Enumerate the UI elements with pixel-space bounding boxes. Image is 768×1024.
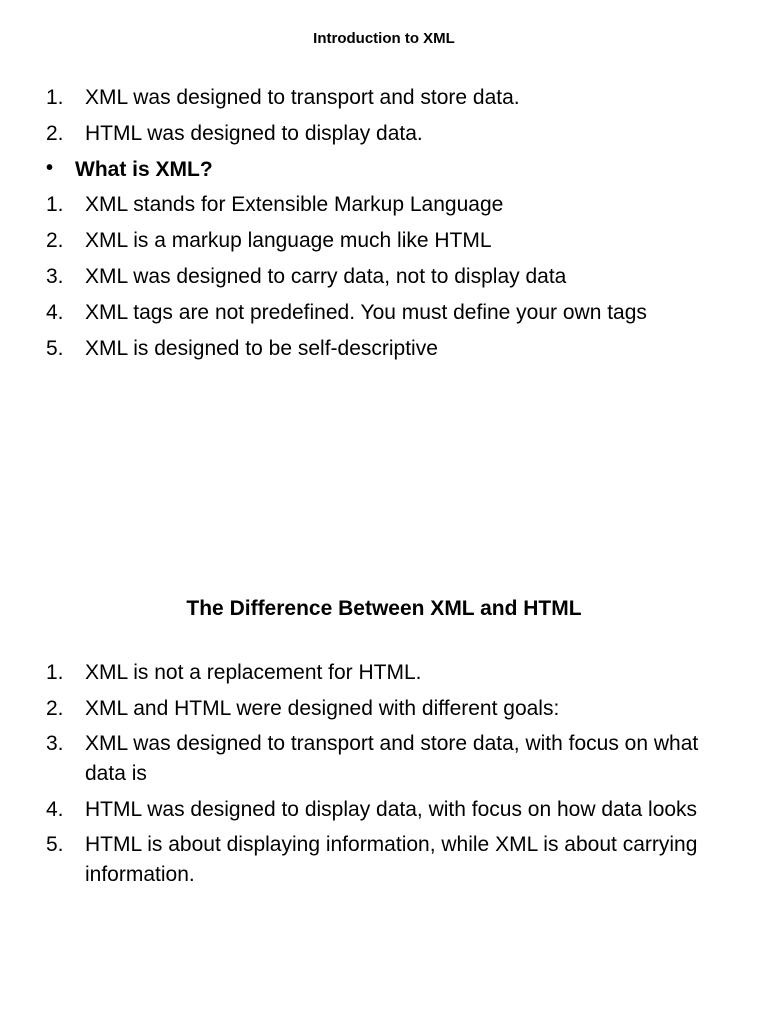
list-item xyxy=(0,830,768,890)
list-marker: 5. xyxy=(46,833,64,856)
difference-list xyxy=(0,658,768,896)
list-item xyxy=(0,190,768,220)
list-item xyxy=(0,729,768,789)
list-item-text: XML and HTML were designed with different goals: xyxy=(85,696,560,720)
list-item-text: HTML was designed to display data. xyxy=(85,121,423,145)
list-marker: 4. xyxy=(46,797,64,821)
list-item-text: HTML was designed to display data, with focus on how data looks xyxy=(85,797,698,821)
bullet-icon: • xyxy=(46,156,54,179)
list-item xyxy=(0,262,768,292)
list-item-text: XML stands for Extensible Markup Language xyxy=(85,193,504,217)
page-title: Introduction to XML xyxy=(313,30,455,47)
list-item-text: HTML is about displaying information, while XML is about carrying information. xyxy=(85,833,698,886)
list-item xyxy=(0,226,768,256)
list-item xyxy=(0,658,768,688)
list-item xyxy=(0,83,768,113)
list-item xyxy=(0,795,768,825)
section-heading: The Difference Between XML and HTML xyxy=(186,597,582,620)
subheading-text: What is XML? xyxy=(75,157,213,181)
list-marker: 1. xyxy=(46,193,64,217)
list-item-text: XML tags are not predefined. You must define your own tags xyxy=(85,300,647,324)
list-item xyxy=(0,298,768,328)
list-marker: 3. xyxy=(46,264,64,288)
list-item-text: XML is not a replacement for HTML. xyxy=(85,661,422,684)
list-item-text: XML was designed to transport and store data. xyxy=(85,86,520,109)
list-marker: 2. xyxy=(46,121,64,145)
list-marker: 2. xyxy=(46,696,64,720)
list-marker: 5. xyxy=(46,336,64,360)
list-item-text: XML is designed to be self-descriptive xyxy=(85,336,438,360)
list-item xyxy=(0,694,768,724)
list-marker: 1. xyxy=(46,661,64,684)
intro-list xyxy=(0,83,768,369)
list-item-text: XML was designed to transport and store data, with focus on what data is xyxy=(85,732,699,785)
list-item-text: XML is a markup language much like HTML xyxy=(85,229,492,253)
subheading-item xyxy=(0,155,768,185)
list-item xyxy=(0,334,768,364)
list-marker: 2. xyxy=(46,229,64,253)
list-marker: 4. xyxy=(46,300,64,324)
list-item-text: XML was designed to carry data, not to display data xyxy=(85,264,567,288)
list-marker: 1. xyxy=(46,86,64,109)
list-item xyxy=(0,119,768,149)
list-marker: 3. xyxy=(46,732,64,755)
